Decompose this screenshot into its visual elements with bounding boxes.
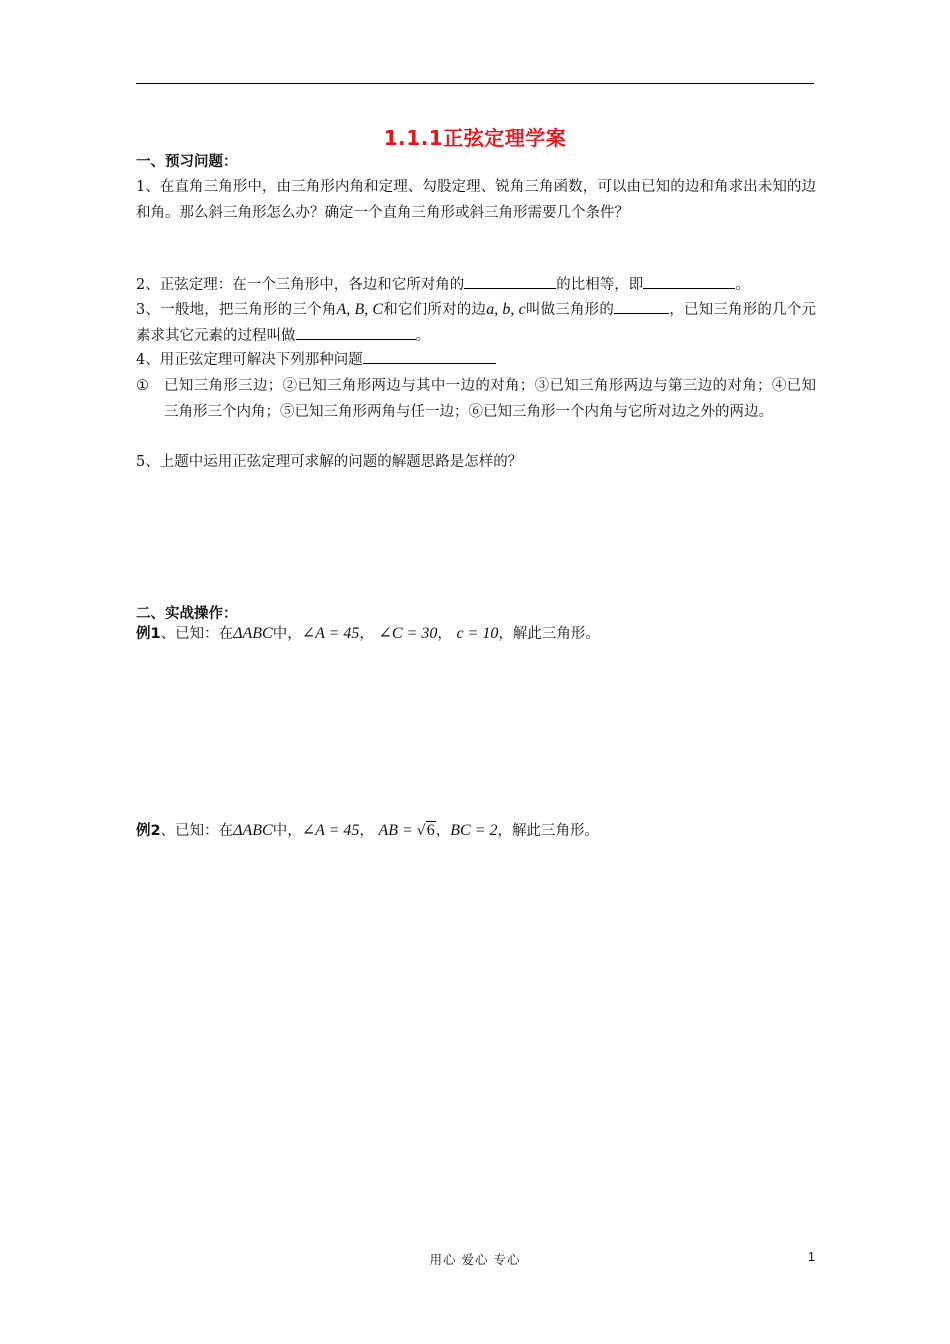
question-3-mid2: 叫做三角形的 <box>525 302 615 318</box>
question-4-text: 4、用正弦定理可解决下列那种问题 <box>136 352 363 368</box>
question-1: 1、在直角三角形中，由三角形内角和定理、勾股定理、锐角三角函数，可以由已知的边和角求出未知的边和角。那么斜三角形怎么办？确定一个直角三角形或斜三角形需要几个条件？ <box>136 179 816 221</box>
sides-abc: a, b, c <box>486 301 526 318</box>
example-2-sep1: ， <box>359 823 374 839</box>
example-2-angle-a: ∠A = 45 <box>301 822 360 839</box>
question-3-prefix: 3、一般地，把三角形的三个角 <box>136 302 337 318</box>
example-2-prefix: 、已知：在 <box>160 823 234 839</box>
radical-icon: √ <box>416 823 426 839</box>
question-4 <box>136 348 816 374</box>
fill-blank-ratio[interactable] <box>464 273 556 289</box>
question-3-mid3: ，已知三角形的几个元素求其它元素的过程叫做 <box>136 302 817 344</box>
example-2-label: 例2 <box>136 823 161 839</box>
example-1-label: 例1 <box>136 626 161 642</box>
example-2-suffix: ，解此三角形。 <box>497 823 600 839</box>
example-2-triangle: ΔABC <box>233 822 273 839</box>
angles-abc: A, B, C <box>336 301 384 318</box>
fill-blank-formula[interactable] <box>643 273 735 289</box>
example-1-triangle: ΔABC <box>233 625 273 642</box>
example-1-side-c: c = 10 <box>456 625 499 642</box>
example-2 <box>136 818 816 845</box>
question-5: 5、上题中运用正弦定理可求解的问题的解题思路是怎样的？ <box>136 454 523 470</box>
example-1 <box>136 621 816 648</box>
question-2-prefix: 2、正弦定理：在一个三角形中，各边和它所对角的 <box>136 277 465 293</box>
fill-blank-problems[interactable] <box>363 348 496 364</box>
example-1-prefix: 、已知：在 <box>160 626 234 642</box>
example-2-side-ab: AB = <box>378 822 417 839</box>
example-1-sep2: ， <box>437 626 452 642</box>
footer-slogan: 用心 爱心 专心 <box>429 1252 521 1267</box>
question-2-end: 。 <box>735 277 750 293</box>
sqrt-six <box>417 818 436 845</box>
example-1-angle-a: ∠A = 45 <box>301 625 360 642</box>
page-number: 1 <box>808 1250 815 1264</box>
fill-blank-elements[interactable] <box>614 298 669 314</box>
section-heading-preview: 一、预习问题： <box>136 154 238 170</box>
example-1-angle-c: ∠C = 30 <box>378 625 438 642</box>
section-heading-practice: 二、实战操作： <box>136 606 238 622</box>
example-2-sep2: ， <box>435 823 451 839</box>
question-3-mid1: 和它们所对的边 <box>383 302 487 318</box>
header-rule <box>136 83 814 84</box>
example-2-side-bc: BC = 2 <box>450 822 498 839</box>
question-3-end: 。 <box>415 327 430 344</box>
example-1-sep1: ， <box>359 626 374 642</box>
options-list: 已知三角形三边；②已知三角形两边与其中一边的对角；③已知三角形两边与第三边的对角；④已知三角形三个内角；⑤已知三角形两角与任一边；⑥已知三角形一个内角与它所对边之外的两边。 <box>164 378 816 420</box>
fill-blank-process[interactable] <box>296 324 416 340</box>
document-title: 1.1.1正弦定理学案 <box>383 126 567 150</box>
example-1-zhong: 中， <box>272 626 302 642</box>
options-marker: ① <box>136 378 149 394</box>
question-2 <box>136 273 816 299</box>
question-2-mid: 的比相等，即 <box>556 277 644 293</box>
question-3 <box>136 297 816 349</box>
example-2-zhong: 中， <box>272 823 302 839</box>
radicand: 6 <box>426 822 435 839</box>
example-1-suffix: ，解此三角形。 <box>498 626 600 642</box>
